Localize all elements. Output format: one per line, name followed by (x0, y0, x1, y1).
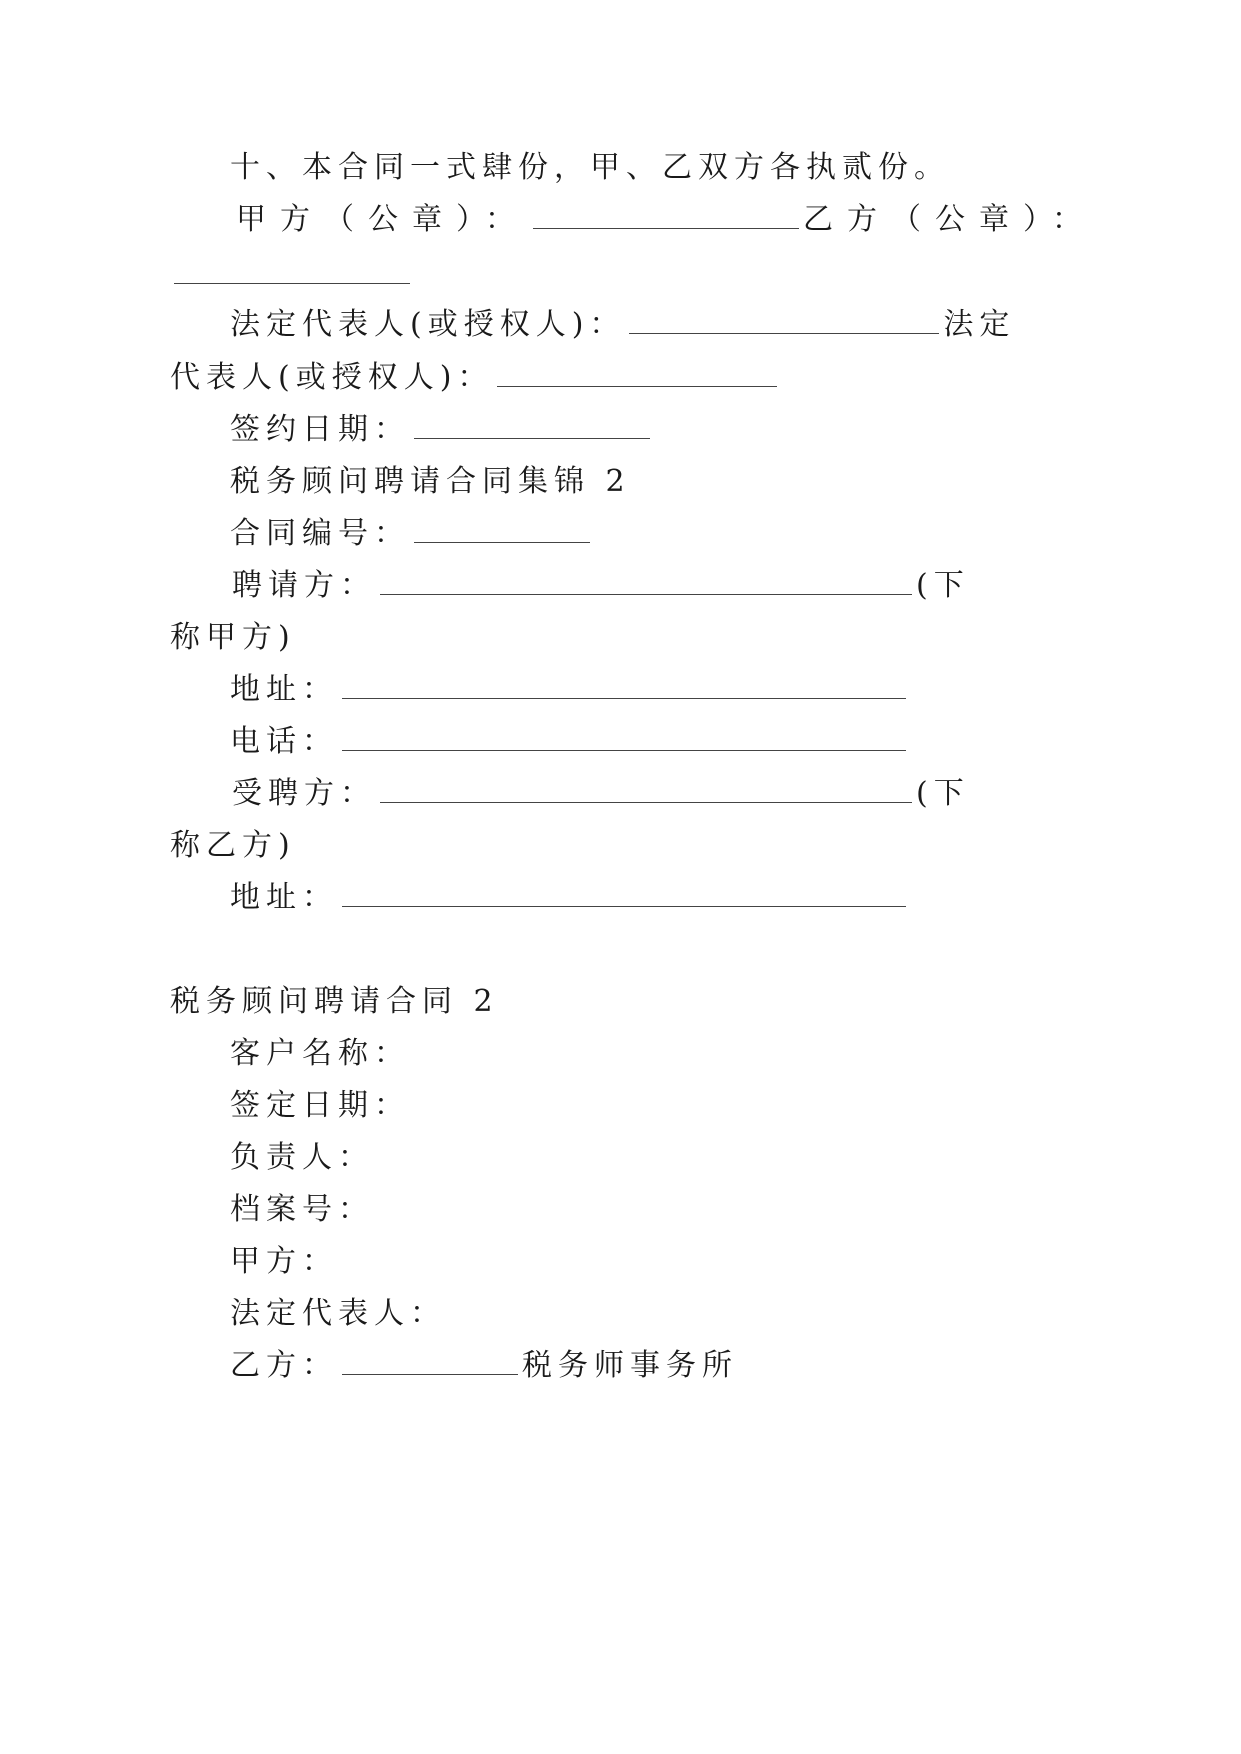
signed-date-label: 签定日期： (230, 1088, 410, 1123)
employer-suffix-2: 称甲方) (170, 620, 296, 655)
legal-rep-a-blank[interactable] (629, 307, 939, 334)
section-title-2 (170, 982, 499, 1022)
file-no-line (230, 1190, 374, 1230)
phone-blank[interactable] (342, 724, 906, 751)
employee-suffix-1: (下 (916, 776, 970, 811)
signed-date-line (230, 1086, 410, 1126)
section-title-2-text: 税务顾问聘请合同 2 (170, 984, 499, 1019)
phone-line (230, 722, 910, 762)
party-b-suffix: 税务师事务所 (522, 1348, 738, 1383)
party-a-label: 甲方： (230, 1244, 338, 1279)
seal-line (236, 200, 1096, 240)
legal-rep-label: 法定代表人： (230, 1296, 446, 1331)
party-b-line (230, 1346, 738, 1386)
clause-ten-text: 十、本合同一式肆份，甲、乙双方各执贰份。 (230, 150, 950, 185)
party-b-blank[interactable] (342, 1348, 518, 1375)
party-a-line (230, 1242, 338, 1282)
address-line-1 (230, 670, 910, 710)
employer-suffix-1: (下 (916, 568, 970, 603)
employer-label: 聘请方： (232, 568, 376, 603)
employer-line (232, 566, 970, 606)
employer-suffix-line (170, 618, 296, 658)
file-no-label: 档案号： (230, 1192, 374, 1227)
sign-date-line (230, 410, 654, 450)
employee-suffix-line (170, 826, 296, 866)
legal-rep-b-blank[interactable] (497, 360, 777, 387)
sign-date-label: 签约日期： (230, 412, 410, 447)
employee-line (232, 774, 970, 814)
sign-date-blank[interactable] (414, 412, 650, 439)
address-blank-1[interactable] (342, 672, 906, 699)
legal-rep-plain-line (230, 1294, 446, 1334)
person-in-charge-line (230, 1138, 374, 1178)
party-b-seal-blank[interactable] (174, 257, 410, 284)
address-label-2: 地址： (230, 880, 338, 915)
contract-no-label: 合同编号： (230, 516, 410, 551)
legal-rep-b-line (170, 358, 781, 398)
section-title-1-text: 税务顾问聘请合同集锦 2 (230, 464, 631, 499)
phone-label: 电话： (230, 724, 338, 759)
party-b-seal-label: 乙方（公章）： (803, 202, 1096, 237)
address-line-2 (230, 878, 910, 918)
employee-suffix-2: 称乙方) (170, 828, 296, 863)
person-in-charge-label: 负责人： (230, 1140, 374, 1175)
party-a-seal-blank[interactable] (533, 202, 799, 229)
address-label-1: 地址： (230, 672, 338, 707)
legal-rep-b-prefix: 法定 (943, 307, 1016, 342)
address-blank-2[interactable] (342, 880, 906, 907)
legal-rep-b-rest: 代表人(或授权人)： (170, 360, 494, 395)
legal-rep-a-label: 法定代表人(或授权人)： (230, 307, 626, 342)
clause-ten (230, 148, 950, 188)
contract-no-line (230, 514, 594, 554)
employer-blank[interactable] (380, 568, 912, 595)
section-title-1 (230, 462, 631, 502)
contract-no-blank[interactable] (414, 516, 590, 543)
client-name-line (230, 1034, 410, 1074)
legal-rep-line (230, 305, 1015, 345)
employee-blank[interactable] (380, 776, 912, 803)
employee-label: 受聘方： (232, 776, 376, 811)
party-a-seal-label: 甲方（公章）： (236, 202, 529, 237)
party-b-label: 乙方： (230, 1348, 338, 1383)
client-name-label: 客户名称： (230, 1036, 410, 1071)
party-b-seal-blank-line (170, 255, 414, 295)
